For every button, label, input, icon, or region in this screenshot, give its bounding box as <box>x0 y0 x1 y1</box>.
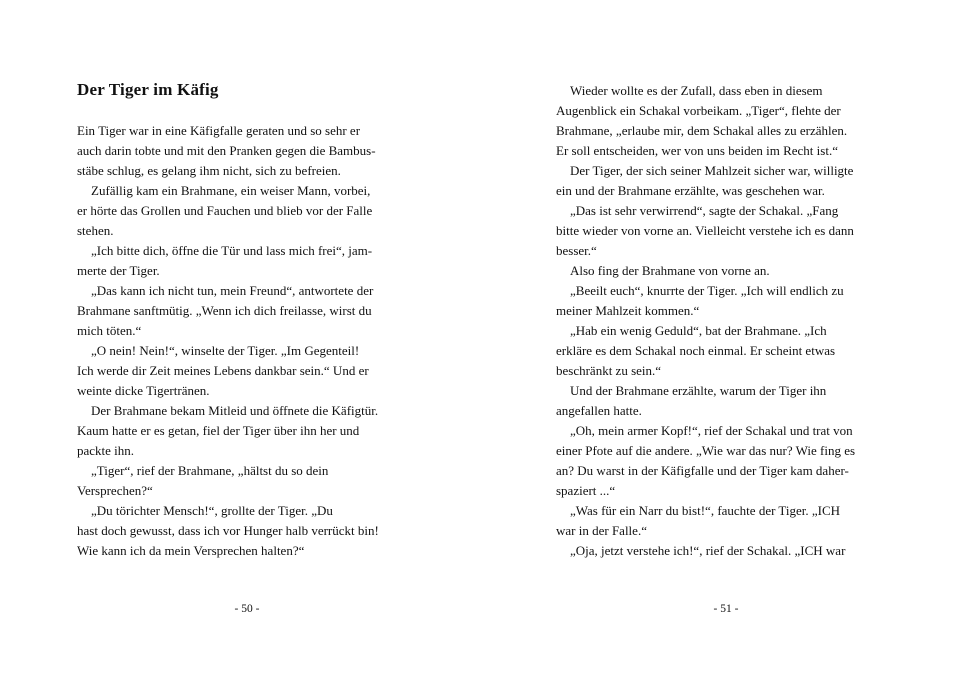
text-line: an? Du warst in der Käfigfalle und der Tiger kam daher- <box>556 463 849 478</box>
text-line: Der Brahmane bekam Mitleid und öffnete die Käfigtür. <box>91 403 379 418</box>
text-line: besser.“ <box>556 243 597 258</box>
text-line: „O nein! Nein!“, winselte der Tiger. „Im Gegenteil! <box>91 343 360 358</box>
text-line: stäbe schlug, es gelang ihm nicht, sich zu befreien. <box>77 163 341 178</box>
text-line: Versprechen?“ <box>77 483 153 498</box>
text-line: war in der Falle.“ <box>556 523 647 538</box>
left-page <box>77 0 417 680</box>
text-line: einer Pfote auf die andere. „Wie war das nur? Wie fing es <box>556 443 856 458</box>
text-line: Kaum hatte er es getan, fiel der Tiger über ihn her und <box>77 423 360 438</box>
text-line: Und der Brahmane erzählte, warum der Tiger ihn <box>570 383 827 398</box>
right-page <box>556 0 896 680</box>
text-line: „Ich bitte dich, öffne die Tür und lass mich frei“, jam- <box>91 243 373 258</box>
text-line: packte ihn. <box>77 443 135 458</box>
text-line: „Das kann ich nicht tun, mein Freund“, antwortete der <box>91 283 374 298</box>
text-line: Wieder wollte es der Zufall, dass eben in diesem <box>570 83 823 98</box>
left-page-text <box>77 121 417 561</box>
page-number-right: - 51 - <box>713 603 739 615</box>
text-line: Ich werde dir Zeit meines Lebens dankbar sein.“ Und er <box>77 363 369 378</box>
text-line: Zufällig kam ein Brahmane, ein weiser Mann, vorbei, <box>91 183 371 198</box>
text-line: spaziert ...“ <box>556 483 616 498</box>
text-line: weinte dicke Tigertränen. <box>77 383 210 398</box>
text-line: hast doch gewusst, dass ich vor Hunger halb verrückt bin! <box>77 523 379 538</box>
text-line: „Das ist sehr verwirrend“, sagte der Schakal. „Fang <box>570 203 839 218</box>
text-line: „Was für ein Narr du bist!“, fauchte der Tiger. „ICH <box>570 503 841 518</box>
page-number-left: - 50 - <box>234 603 260 615</box>
text-line: „Hab ein wenig Geduld“, bat der Brahmane. „Ich <box>570 323 827 338</box>
text-line: auch darin tobte und mit den Pranken gegen die Bambus- <box>77 143 376 158</box>
text-line: bitte wieder von vorne an. Vielleicht verstehe ich es dann <box>556 223 854 238</box>
text-line: meiner Mahlzeit kommen.“ <box>556 303 700 318</box>
text-line: er hörte das Grollen und Fauchen und blieb vor der Falle <box>77 203 373 218</box>
story-title: Der Tiger im Käfig <box>77 80 219 99</box>
text-line: Augenblick ein Schakal vorbeikam. „Tiger“, flehte der <box>556 103 841 118</box>
text-line: stehen. <box>77 223 114 238</box>
text-line: erkläre es dem Schakal noch einmal. Er scheint etwas <box>556 343 836 358</box>
text-line: Brahmane, „erlaube mir, dem Schakal alles zu erzählen. <box>556 123 848 138</box>
text-line: Er soll entscheiden, wer von uns beiden im Recht ist.“ <box>556 143 838 158</box>
text-line: „Beeilt euch“, knurrte der Tiger. „Ich will endlich zu <box>570 283 844 298</box>
text-line: „Oh, mein armer Kopf!“, rief der Schakal und trat von <box>570 423 853 438</box>
text-line: mich töten.“ <box>77 323 142 338</box>
text-line: Brahmane sanftmütig. „Wenn ich dich freilasse, wirst du <box>77 303 372 318</box>
text-line: „Tiger“, rief der Brahmane, „hältst du so dein <box>91 463 329 478</box>
text-line: merte der Tiger. <box>77 263 160 278</box>
text-line: angefallen hatte. <box>556 403 642 418</box>
text-line: „Du törichter Mensch!“, grollte der Tiger. „Du <box>91 503 333 518</box>
text-line: ein und der Brahmane erzählte, was geschehen war. <box>556 183 825 198</box>
text-line: Wie kann ich da mein Versprechen halten?“ <box>77 543 305 558</box>
text-line: beschränkt zu sein.“ <box>556 363 662 378</box>
text-line: Also fing der Brahmane von vorne an. <box>570 263 770 278</box>
right-page-text <box>556 81 896 561</box>
text-line: „Oja, jetzt verstehe ich!“, rief der Schakal. „ICH war <box>570 543 846 558</box>
text-line: Ein Tiger war in eine Käfigfalle geraten und so sehr er <box>77 123 361 138</box>
text-line: Der Tiger, der sich seiner Mahlzeit sicher war, willigte <box>570 163 854 178</box>
